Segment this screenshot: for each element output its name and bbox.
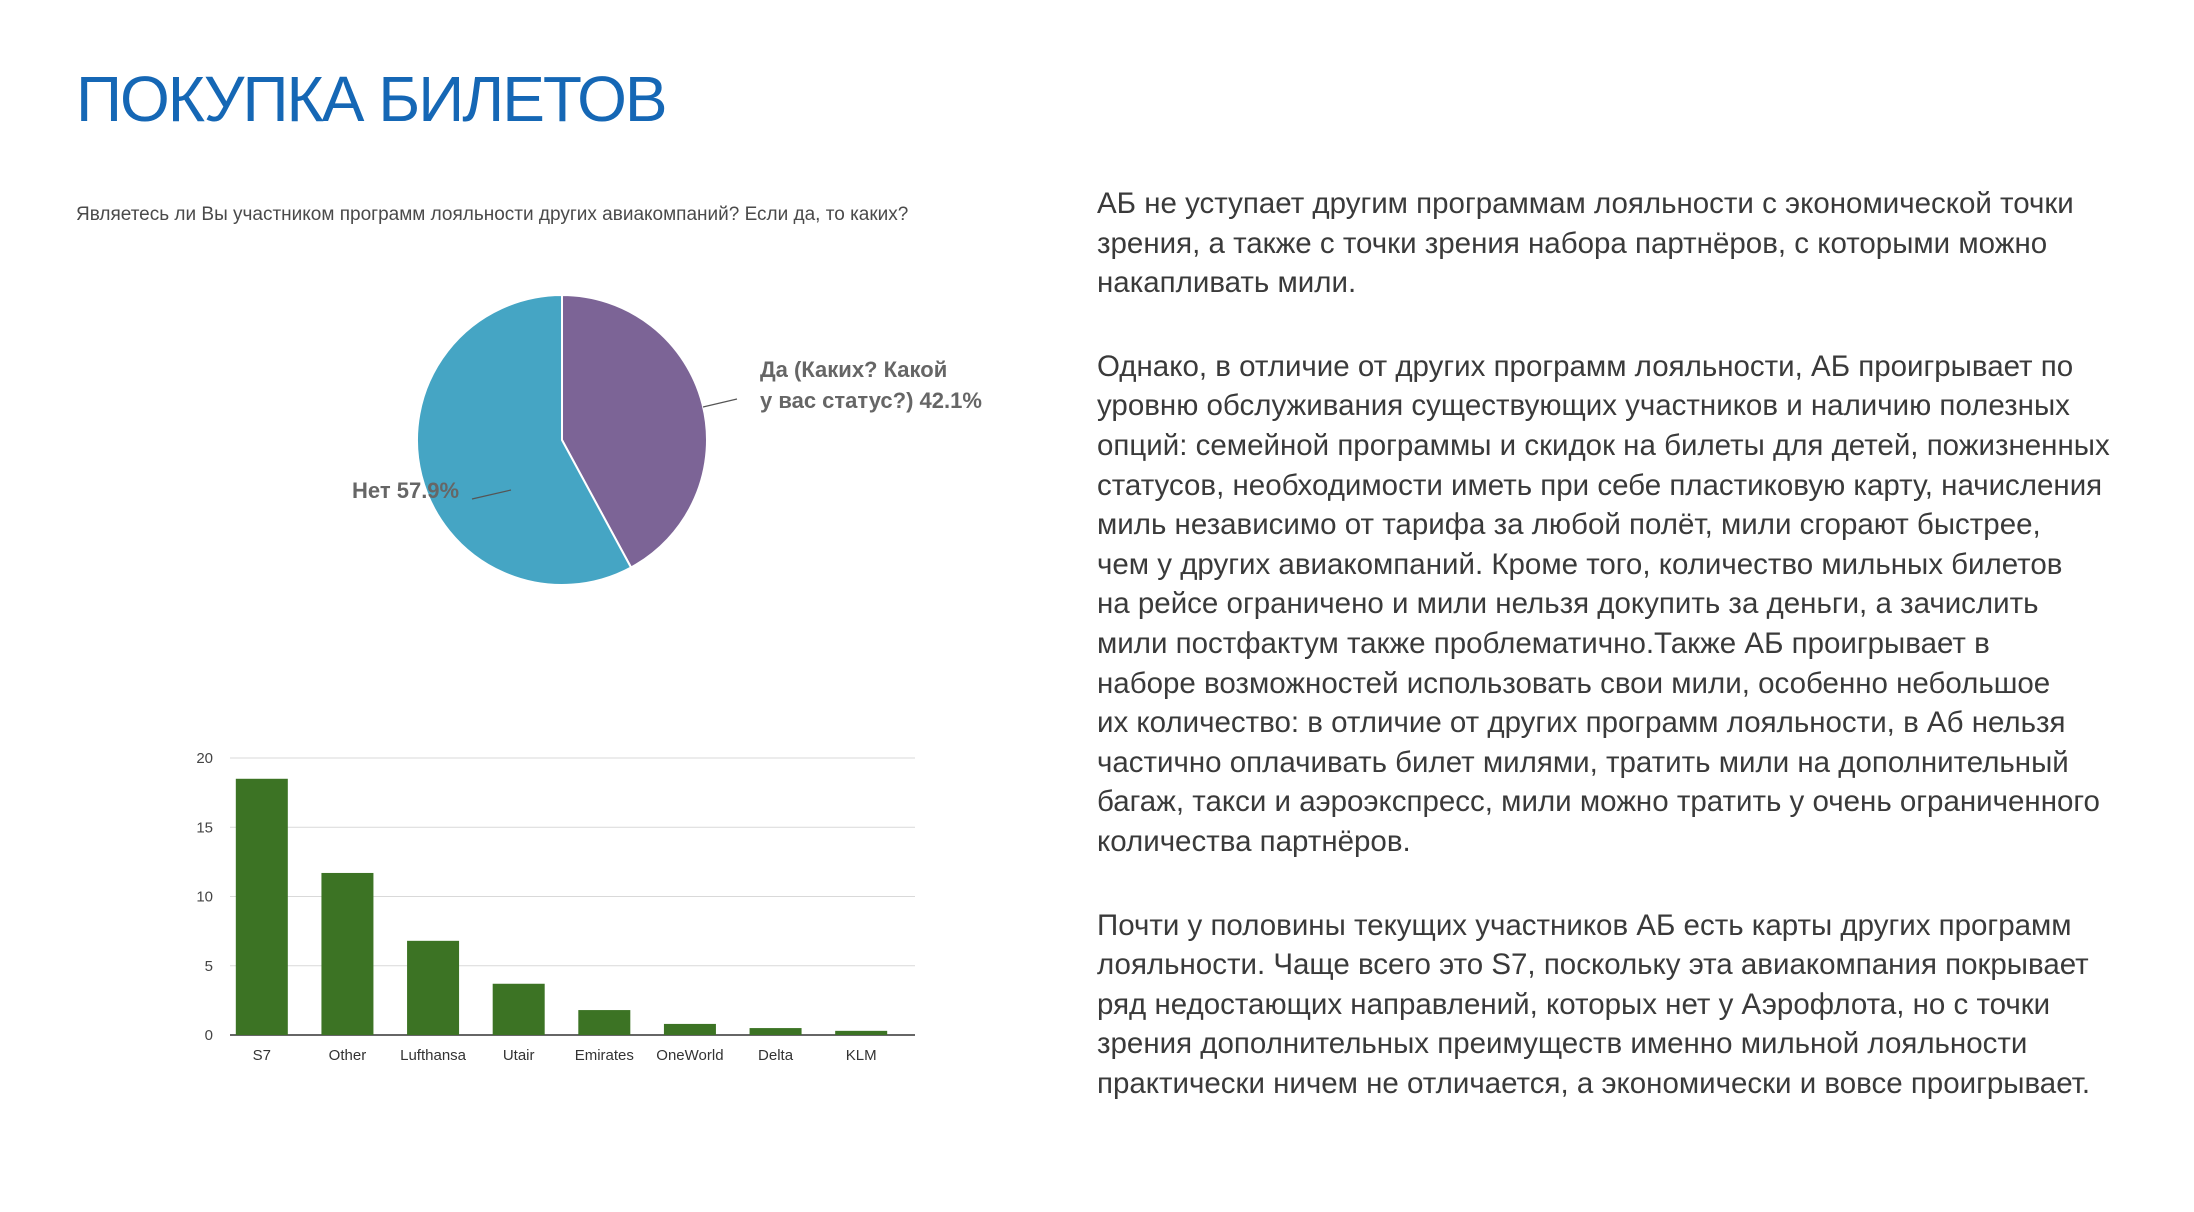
pie-label: Да (Каких? Какой bbox=[760, 357, 948, 382]
pie-leader-line bbox=[703, 399, 737, 407]
y-tick-label: 10 bbox=[196, 888, 213, 906]
y-tick-label: 0 bbox=[204, 1027, 213, 1044]
y-tick-label: 15 bbox=[196, 819, 213, 837]
article-line: статусов, необходимости иметь при себе пластиковую карту, начисления bbox=[1097, 468, 2103, 502]
article-line: чем у других авиакомпаний. Кроме того, количество мильных билетов bbox=[1097, 547, 2063, 581]
bar bbox=[321, 873, 373, 1035]
bar bbox=[750, 1028, 802, 1035]
bar-chart-svg bbox=[180, 746, 950, 1086]
bar bbox=[407, 941, 459, 1035]
x-tick-label: Other bbox=[328, 1047, 367, 1064]
article-line: уровню обслуживания существующих участников и наличию полезных bbox=[1097, 389, 2070, 423]
article-line: багаж, такси и аэроэкспресс, мили можно тратить у очень ограниченного bbox=[1097, 785, 2100, 819]
article-paragraph bbox=[1097, 184, 2157, 303]
article-line: их количество: в отличие от других программ лояльности, в Аб нельзя bbox=[1097, 706, 2066, 740]
pie-chart bbox=[200, 270, 1060, 610]
bar bbox=[493, 984, 545, 1035]
survey-question: Являетесь ли Вы участником программ лояльности других авиакомпаний? Если да, то каких? bbox=[76, 204, 909, 225]
x-tick-label: Utair bbox=[502, 1047, 535, 1064]
article-paragraph bbox=[1097, 347, 2157, 862]
article-line: опций: семейной программы и скидок на билеты для детей, пожизненных bbox=[1097, 428, 2110, 462]
pie-label: у вас статус?) 42.1% bbox=[760, 388, 982, 413]
article-line: накапливать мили. bbox=[1097, 266, 1357, 300]
article-line: зрения дополнительных преимуществ именно мильной лояльности bbox=[1097, 1027, 2028, 1061]
article-line: миль независимо от тарифа за любой полёт, мили сгорают быстрее, bbox=[1097, 508, 2041, 542]
article-line: Почти у половины текущих участников АБ есть карты других программ bbox=[1097, 908, 2072, 942]
article-line: практически ничем не отличается, а экономически и вовсе проигрывает. bbox=[1097, 1066, 2091, 1100]
bar bbox=[236, 779, 288, 1035]
x-tick-label: Emirates bbox=[574, 1047, 634, 1064]
bar bbox=[664, 1024, 716, 1035]
article-line: наборе возможностей использовать свои мили, особенно небольшое bbox=[1097, 666, 2051, 700]
x-tick-label: OneWorld bbox=[656, 1047, 724, 1064]
page-title: ПОКУПКА БИЛЕТОВ bbox=[76, 63, 666, 135]
x-tick-label: S7 bbox=[252, 1047, 271, 1064]
article-line: АБ не уступает другим программам лояльности с экономической точки bbox=[1097, 187, 2074, 220]
x-tick-label: KLM bbox=[845, 1047, 877, 1064]
x-tick-label: Delta bbox=[758, 1047, 794, 1064]
x-tick-label: Lufthansa bbox=[400, 1047, 467, 1064]
article-paragraph bbox=[1097, 906, 2157, 1104]
bar-chart bbox=[180, 746, 950, 1086]
y-tick-label: 5 bbox=[204, 957, 213, 975]
pie-chart-svg bbox=[200, 270, 1060, 610]
bar bbox=[578, 1010, 630, 1035]
article-line: зрения, а также с точки зрения набора партнёров, с которыми можно bbox=[1097, 226, 2048, 260]
article-line: на рейсе ограничено и мили нельзя докупить за деньги, а зачислить bbox=[1097, 587, 2039, 621]
article-line: ряд недостающих направлений, которых нет у Аэрофлота, но с точки bbox=[1097, 987, 2051, 1021]
article-line: мили постфактум также проблематично.Также АБ проигрывает в bbox=[1097, 626, 1990, 660]
y-tick-label: 20 bbox=[196, 750, 213, 767]
bar bbox=[835, 1031, 887, 1035]
article-line: лояльности. Чаще всего это S7, поскольку эта авиакомпания покрывает bbox=[1097, 948, 2089, 982]
pie-label: Нет 57.9% bbox=[352, 478, 460, 503]
article-line: частично оплачивать билет милями, тратить мили на дополнительный bbox=[1097, 745, 2069, 779]
article-text bbox=[1097, 184, 2157, 1147]
article-line: Однако, в отличие от других программ лояльности, АБ проигрывает по bbox=[1097, 349, 2074, 383]
article-line: количества партнёров. bbox=[1097, 824, 1411, 858]
